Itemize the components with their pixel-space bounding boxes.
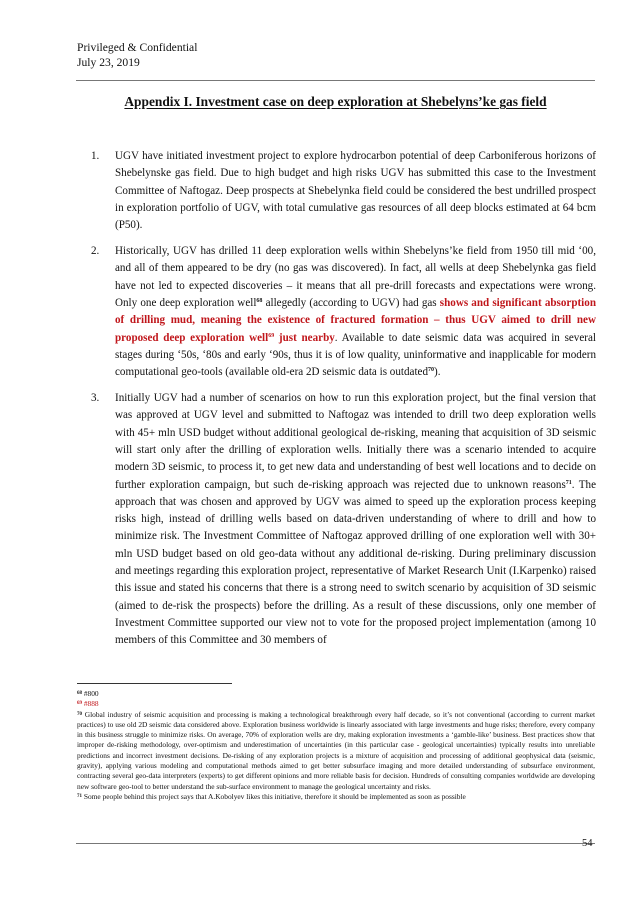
highlighted-text: just nearby <box>274 331 335 344</box>
footnote-number: 70 <box>77 711 82 717</box>
footnote-number: 69 <box>77 701 82 707</box>
header-date: July 23, 2019 <box>77 56 140 69</box>
footnote-71 <box>77 792 595 802</box>
list-item-2 <box>91 243 596 381</box>
footnote-69 <box>77 699 595 709</box>
item-number: 2. <box>91 245 100 258</box>
list-item-3 <box>91 390 596 649</box>
item-text: Initially UGV had a number of scenarios on how to run this exploration project, but the final version that was approved at UGV level and submitted to Naftogaz was intended to drill two deep exploration wells with 45+ mln USD budget without additional geological de-risking, meaning that acquisition of 3D seismic will start only after the drilling of exploration wells. Initially there was a scenario intended to acquire modern 3D seismic, to process it, to get new data and understanding of best well locations and to decide on further exploration campaign, but such de-risking approach was rejected due to unknown reasons <box>115 392 596 491</box>
header-divider <box>76 80 595 81</box>
highlighted-text: shows and significant absorption of drilling mud, meaning the existence of fractured formation – thus UGV aimed to drill new proposed deep exploration well <box>115 296 596 344</box>
footnote-number: 68 <box>77 691 82 696</box>
item-text: ). <box>434 366 441 379</box>
footnote-68 <box>77 689 595 699</box>
item-text: UGV have initiated investment project to explore hydrocarbon potential of deep Carboniferous horizons of Shebelynske gas field. Due to high budget and high risks UGV has submitted this case to the Investment Committee of Naftogaz. Deep prospects at Shebelynka field could be considered the best undrilled prospect in exploration portfolio of UGV, with total cumulative gas resources of all deep blocks estimated at 64 bcm (P50). <box>115 150 596 232</box>
confidentiality-label: Privileged & Confidential <box>77 41 198 54</box>
item-text: allegedly (according to UGV) had gas <box>262 296 440 309</box>
footer-divider <box>76 843 595 844</box>
numbered-list <box>91 148 596 658</box>
footnote-text: Some people behind this project says that A.Kobolyev likes this initiative, therefore it should be implemented as soon as possible <box>82 791 466 801</box>
item-number: 3. <box>91 392 100 405</box>
item-text: . The approach that was chosen and approved by UGV was aimed to speed up the exploration process keeping risks high, instead of drilling wells based on data-driven understanding of where to drill and how to minimize risk. The Investment Committee of Naftogaz approved drilling of one exploration well with 30+ mln USD budget based on old geo-data without any additional de-risking. During preliminary discussion and meetings regarding this exploration project, representative of Market Research Unit (I.Karpenko) raised this issue and stated his concerns that there is a strong need to switch scenario by acquisition of 3D seismic (aimed to de-risk the prospects) before the drilling. As a result of these discussions, only one member of Investment Committee supported our view not to vote for the proposed project implementation (among 10 members of this Committee and 30 members of <box>115 478 596 647</box>
footnotes <box>77 689 595 802</box>
footnote-text: #888 <box>82 699 99 709</box>
footnote-divider <box>77 683 232 684</box>
footnote-70 <box>77 710 595 792</box>
footnote-ref-70[interactable]: 70 <box>428 367 434 374</box>
footnote-ref-69[interactable]: 69 <box>268 332 275 339</box>
footnote-text: #800 <box>82 689 99 698</box>
footnote-ref-71[interactable]: 71 <box>565 479 572 486</box>
list-item-1 <box>91 148 596 234</box>
item-number: 1. <box>91 150 100 162</box>
page-number: 54 <box>582 838 593 849</box>
page-header <box>77 40 197 70</box>
footnote-text: Global industry of seismic acquisition and processing is making a technological breakthrough every half decade, so it’s not conventional (according to current market practices) to use old 2D seismic data considered above. Exploration business worldwide is linearly associated with large investments and huge risks; therefore, every company in this business struggle to minimize risks. On average, 70% of exploration wells are dry, making exploration investments a ‘gamble-like’ business. Best practices show that improper de-risking methodology, over-optimism and underestimation of uncertainties (in this particular case - geological uncertainties) typically results into unreliable predictions and incorrect investment decisions. De-risking of any exploration projects is a mixture of acquisition and processing of additional geophysical data (seismic, gravity), applying various modeling and computational methods aimed to get better subsurface imaging and more detailed understanding of subsurface environment, contracting several geo-data interpreters (experts) to get different opinions and more reliable basis for decision. Hundreds of consulting companies worldwide are developing new software geo-tool to better understand the sub-surface environment to manage the geological uncertainty and risks. <box>77 709 595 791</box>
footnote-ref-68[interactable]: 68 <box>256 297 263 304</box>
item-text: Historically, UGV has drilled 11 deep exploration wells within Shebelyns’ke field from 1950 till mid ‘00, and all of them appeared to be dry (no gas was discovered). In fact, all wells at deep Shebelynka gas field have not led to expected discoveries – it means that all pre-drill forecasts and expectations were wrong. Only one deep exploration well <box>115 245 596 309</box>
footnote-number: 71 <box>77 793 82 799</box>
appendix-title: Appendix I. Investment case on deep exploration at Shebelyns’ke gas field <box>124 94 547 109</box>
item-text: . Available to date seismic data was acquired in several stages during ‘50s, ‘80s and early ‘90s, thus it is of low quality, uninformative and inapplicable for modern computational geo-tools (available old-era 2D seismic data is outdated <box>115 331 596 379</box>
